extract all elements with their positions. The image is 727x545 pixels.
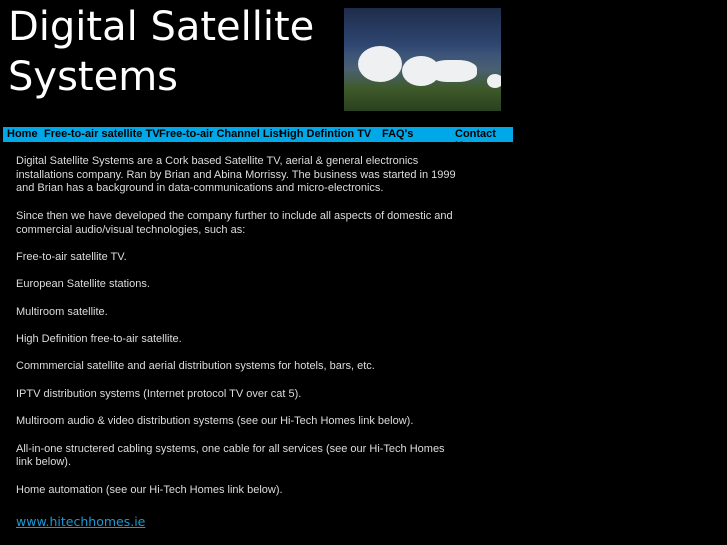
paragraph: Digital Satellite Systems are a Cork based Satellite TV, aerial & general electronics installations company. Ran by Brian and Abina Morrissy. The business was started in 1999 and Brian has a background in data-communications and micro-electronics. <box>16 155 456 195</box>
paragraph: Home automation (see our Hi-Tech Homes link below). <box>16 483 283 496</box>
site-title-line2: Systems <box>8 54 178 100</box>
paragraph: High Definition free-to-air satellite. <box>16 333 182 346</box>
nav-channel-list[interactable]: Free-to-air Channel List <box>159 128 283 140</box>
site-title <box>8 2 314 102</box>
paragraph: Commmercial satellite and aerial distribution systems for hotels, bars, etc. <box>16 360 375 373</box>
nav-bar <box>3 127 513 152</box>
paragraph: European Satellite stations. <box>16 278 150 291</box>
nav-faqs[interactable]: FAQ's <box>382 128 414 140</box>
main-content <box>16 155 456 511</box>
nav-high-definition-tv[interactable]: High Defintion TV <box>279 128 372 140</box>
nav-home[interactable]: Home <box>7 128 38 140</box>
paragraph: Multiroom satellite. <box>16 305 108 318</box>
satellite-dishes-photo <box>344 8 501 111</box>
paragraph: Free-to-air satellite TV. <box>16 250 127 263</box>
site-title-line1: Digital Satellite <box>8 4 315 50</box>
nav-free-to-air-satellite-tv[interactable]: Free-to-air satellite TV <box>44 128 160 140</box>
paragraph: All-in-one structered cabling systems, one cable for all services (see our Hi-Tech Homes link below). <box>16 442 445 469</box>
paragraph: Since then we have developed the company further to include all aspects of domestic and commercial audio/visual technologies, such as: <box>16 209 453 236</box>
hitechhomes-link[interactable]: www.hitechhomes.ie <box>16 514 146 529</box>
nav-contact-us[interactable]: Contact Us <box>455 128 496 152</box>
paragraph: Multiroom audio & video distribution systems (see our Hi-Tech Homes link below). <box>16 415 414 428</box>
paragraph: IPTV distribution systems (Internet protocol TV over cat 5). <box>16 387 302 400</box>
